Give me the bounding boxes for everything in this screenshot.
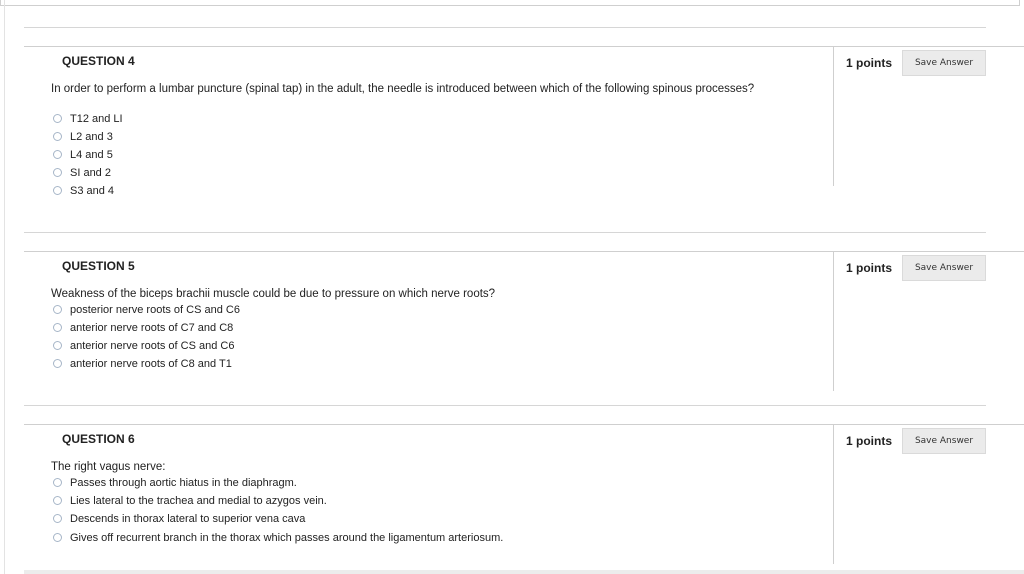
option-label: L4 and 5	[70, 149, 113, 161]
question-5-points: 1 points	[846, 261, 893, 275]
option-label: anterior nerve roots of CS and C6	[70, 340, 235, 352]
option-label: anterior nerve roots of C8 and T1	[70, 358, 232, 370]
question-4-points: 1 points	[846, 56, 893, 70]
question-6-text: The right vagus nerve:	[51, 461, 166, 473]
option-label: posterior nerve roots of CS and C6	[70, 304, 240, 316]
radio-button[interactable]	[53, 168, 62, 177]
question-separator	[24, 232, 986, 233]
option-label: S3 and 4	[70, 185, 115, 197]
question-4-title: QUESTION 4	[62, 54, 135, 68]
radio-button[interactable]	[53, 305, 62, 314]
previous-question-border	[0, 0, 1020, 6]
question-5-save-answer-button[interactable]: Save Answer	[902, 255, 986, 281]
radio-button[interactable]	[53, 359, 62, 368]
radio-button[interactable]	[53, 496, 62, 505]
option-label: Descends in thorax lateral to superior vena cava	[70, 513, 306, 525]
question-separator	[24, 27, 986, 28]
option-label: Gives off recurrent branch in the thorax which passes around the ligamentum arteriosum.	[70, 532, 504, 544]
question-4-points-panel	[833, 46, 1024, 186]
question-5-title: QUESTION 5	[62, 259, 135, 273]
option-label: anterior nerve roots of C7 and C8	[70, 322, 234, 334]
option-label: Lies lateral to the trachea and medial to azygos vein.	[70, 495, 327, 507]
radio-button[interactable]	[53, 114, 62, 123]
question-6-points-panel	[833, 424, 1024, 564]
question-5-text: Weakness of the biceps brachii muscle could be due to pressure on which nerve roots?	[51, 288, 496, 300]
question-4-text: In order to perform a lumbar puncture (spinal tap) in the adult, the needle is introduced between which of the following spinous processes?	[51, 83, 755, 95]
option-label: SI and 2	[70, 167, 111, 179]
radio-button[interactable]	[53, 323, 62, 332]
option-label: T12 and LI	[70, 113, 123, 125]
question-6-save-answer-button[interactable]: Save Answer	[902, 428, 986, 454]
radio-button[interactable]	[53, 150, 62, 159]
radio-button[interactable]	[53, 186, 62, 195]
radio-button[interactable]	[53, 341, 62, 350]
question-6-title: QUESTION 6	[62, 432, 135, 446]
question-5-points-panel	[833, 251, 1024, 391]
option-label: Passes through aortic hiatus in the diaphragm.	[70, 477, 297, 489]
radio-button[interactable]	[53, 514, 62, 523]
radio-button[interactable]	[53, 478, 62, 487]
option-label: L2 and 3	[70, 131, 113, 143]
question-6-points: 1 points	[846, 434, 893, 448]
content-left-border	[4, 0, 5, 574]
question-separator	[24, 405, 986, 406]
radio-button[interactable]	[53, 533, 62, 542]
next-question-separator	[24, 570, 1024, 574]
question-4-save-answer-button[interactable]: Save Answer	[902, 50, 986, 76]
radio-button[interactable]	[53, 132, 62, 141]
